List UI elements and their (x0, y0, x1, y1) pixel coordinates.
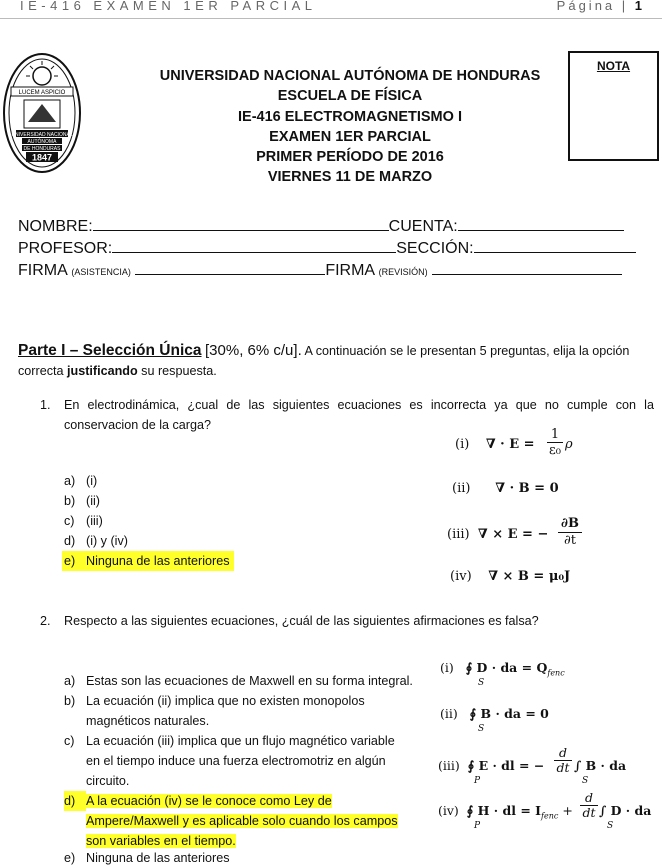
frac-num: 1 (550, 427, 560, 442)
eq-tag: (ii) (452, 481, 471, 496)
q2-text: Respecto a las siguientes ecuaciones, ¿cuál de las siguientes afirmaciones es falsa? (64, 614, 539, 628)
seal-year: 1847 (31, 152, 53, 163)
frac-den: dt (554, 760, 572, 775)
page-word: Página (556, 0, 616, 13)
q1-eq-ii (452, 481, 559, 496)
q2-option-e[interactable] (64, 848, 230, 868)
signature-label-2: FIRMA (325, 262, 375, 279)
option-text: (ii) (86, 494, 100, 508)
q2-number: 2. (40, 614, 51, 628)
eq-body: ∇ · B = 0 (495, 481, 559, 496)
professor-label: PROFESOR: (18, 240, 113, 257)
option-line: son variables en el tiempo. (86, 834, 236, 848)
option-line: La ecuación (ii) implica que no existen monopolos (86, 694, 365, 708)
option-label: a) (64, 474, 76, 488)
q2-eq-iii-fraction (554, 746, 572, 775)
option-label: d) (64, 534, 76, 548)
grade-box (568, 51, 659, 161)
part1-heading: Parte I – Selección Única (18, 342, 202, 359)
option-text: (i) (86, 474, 98, 488)
q2-eq-iii (438, 758, 544, 773)
seal-hon-text: DE HONDURAS (23, 146, 61, 152)
part1-percent: [30%, 6% c/u]. (205, 342, 302, 359)
eq-sub: fenc (547, 668, 565, 678)
option-text: Ninguna de las anteriores (86, 554, 230, 568)
title-school: ESCUELA DE FÍSICA (277, 88, 423, 105)
section-blank[interactable] (474, 251, 636, 253)
field-row-professor (18, 240, 636, 258)
option-line: circuito. (86, 774, 130, 788)
q2-eq-iv-fraction (580, 791, 598, 820)
option-line: A la ecuación (iv) se le conoce como Ley de (86, 794, 332, 808)
review-label: (REVISIÓN) (378, 267, 428, 277)
option-label: e) (64, 554, 76, 568)
eq-body: ∮ H · dl = I (466, 803, 542, 818)
q1-option-a[interactable] (64, 471, 97, 491)
eq-body: ∮ E · dl = − (467, 758, 545, 773)
option-label: b) (64, 494, 76, 508)
part1-instructions (18, 341, 654, 381)
q2-eq-iii-path: P (474, 776, 481, 786)
title-university: UNIVERSIDAD NACIONAL AUTÓNOMA DE HONDURAS (159, 68, 541, 84)
section-label: SECCIÓN: (396, 240, 474, 257)
q1-option-e-highlighted[interactable] (62, 551, 234, 571)
q1-eq-iii (447, 527, 548, 542)
frac-num: ∂B (561, 516, 579, 531)
seal-motto: LUCEM ASPICIO (18, 90, 66, 96)
q2-option-d-highlighted[interactable] (64, 791, 398, 851)
eq-sub: fenc (541, 811, 559, 821)
q2-eq-iii-surface: S (582, 776, 589, 786)
account-blank[interactable] (458, 229, 624, 231)
frac-den: ∂t (558, 532, 582, 549)
exam-title-block (100, 66, 600, 188)
q1-option-b[interactable] (64, 491, 100, 511)
eq-tag: (ii) (440, 706, 458, 721)
eq-tag: (i) (440, 660, 454, 675)
title-course: IE-416 ELECTROMAGNETISMO I (238, 108, 462, 125)
part1-intro-a: A continuación se le presentan 5 preguntas, elija la opción correcta (18, 344, 630, 378)
eq-tag: (iii) (447, 527, 470, 542)
eq-tail: ∫ B · da (574, 758, 627, 773)
account-label: CUENTA: (388, 218, 458, 235)
q1-eq-iv (450, 569, 570, 584)
q2-eq-ii (440, 706, 549, 721)
name-label: NOMBRE: (18, 218, 93, 235)
option-label: c) (64, 514, 75, 528)
page-number: 1 (634, 0, 642, 13)
q1-eq-i (455, 437, 545, 452)
part1-intro-bold: justificando (67, 364, 138, 378)
q2-eq-iv (438, 803, 573, 821)
eq-tag: (iv) (438, 803, 459, 818)
option-label: b) (64, 694, 76, 708)
signature-label: FIRMA (18, 262, 67, 279)
frac-den: ε₀ (547, 442, 563, 458)
q2-eq-i-surface: S (478, 678, 485, 688)
q1-option-c[interactable] (64, 511, 103, 531)
q2-eq-ii-surface: S (478, 724, 485, 734)
frac-den: dt (580, 805, 598, 820)
option-text: (iii) (86, 514, 103, 528)
option-line: en el tiempo induce una fuerza electromotriz en algún (86, 754, 386, 768)
page-number-label: Página | 1 (556, 0, 642, 13)
attendance-signature-blank[interactable] (135, 273, 325, 275)
eq-body: ∇ × B = μ₀J (488, 569, 571, 584)
option-label: c) (64, 734, 75, 748)
eq-body: ∮ B · da = 0 (469, 706, 549, 721)
option-line: Ninguna de las anteriores (86, 851, 230, 865)
q2-eq-iv-surface: S (607, 821, 614, 831)
q2-eq-iv-tail (599, 803, 651, 818)
frac-num: d (584, 790, 593, 805)
title-exam: EXAMEN 1ER PARCIAL (269, 128, 431, 145)
q1-eq-i-rhs: ρ (565, 437, 573, 452)
eq-tag: (i) (455, 437, 470, 452)
q1-eq-iii-fraction (558, 516, 582, 549)
q2-eq-i (440, 660, 565, 678)
header-divider (0, 18, 662, 19)
option-line: magnéticos naturales. (86, 714, 210, 728)
q2-eq-iv-path: P (474, 821, 481, 831)
option-line: Ampere/Maxwell y es aplicable solo cuando los campos (86, 814, 398, 828)
name-blank[interactable] (93, 229, 389, 231)
review-signature-blank[interactable] (432, 273, 622, 275)
q2-option-b[interactable] (64, 691, 365, 731)
professor-blank[interactable] (112, 251, 396, 253)
option-line: Estas son las ecuaciones de Maxwell en su forma integral. (86, 674, 413, 688)
field-row-name (18, 218, 624, 236)
university-seal-logo (2, 52, 82, 174)
title-period: PRIMER PERÍODO DE 2016 (256, 149, 444, 166)
option-line: La ecuación (iii) implica que un flujo magnético variable (86, 734, 395, 748)
q1-text: En electrodinámica, ¿cual de las siguientes ecuaciones es incorrecta ya que no cumple con la conservacion de la carga? (64, 398, 654, 432)
option-text: (i) y (iv) (86, 534, 128, 548)
attendance-label: (ASISTENCIA) (71, 267, 131, 277)
title-date: VIERNES 11 DE MARZO (267, 169, 433, 186)
eq-lhs: ∇ · E = (485, 437, 535, 452)
field-row-signature (18, 262, 622, 280)
option-label: d) (64, 791, 86, 811)
q2-option-a[interactable] (64, 671, 413, 691)
seal-univ-text: UNIVERSIDAD NACIONAL (11, 132, 73, 138)
eq-lhs: ∇ × E = − (477, 527, 549, 542)
grade-label: NOTA (596, 59, 631, 73)
eq-plus: + (562, 803, 573, 818)
eq-tag: (iv) (450, 569, 472, 584)
eq-tail: ∫ D · da (599, 803, 652, 818)
eq-tag: (iii) (438, 758, 460, 773)
q2-option-c[interactable] (64, 731, 395, 791)
q1-eq-i-fraction (547, 427, 563, 458)
frac-num: d (558, 745, 567, 760)
eq-body: ∮ D · da = Q (465, 660, 548, 675)
seal-aut-text: AUTÓNOMA (27, 139, 57, 145)
q1-option-d[interactable] (64, 531, 128, 551)
option-label: e) (64, 851, 76, 865)
q2-eq-iii-tail (574, 758, 626, 773)
q1-number: 1. (40, 398, 51, 412)
option-label: a) (64, 674, 76, 688)
running-header-title: IE-416 EXAMEN 1ER PARCIAL (20, 0, 317, 13)
part1-intro-b: su respuesta. (137, 364, 217, 378)
